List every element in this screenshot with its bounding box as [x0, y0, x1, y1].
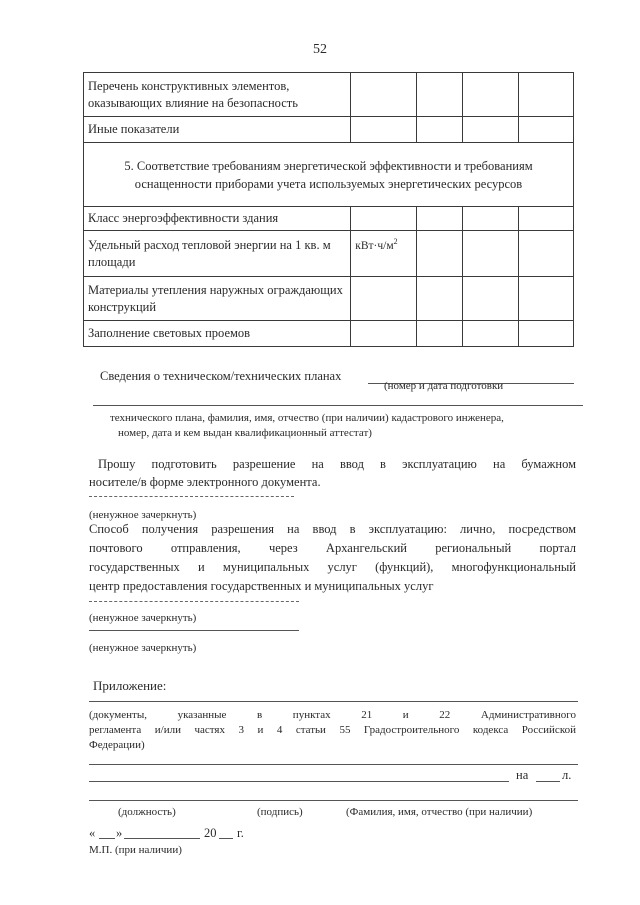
fill-line[interactable]: [89, 496, 294, 497]
sign-hint: (подпись): [257, 806, 303, 818]
page-number: 52: [313, 42, 327, 57]
attachment-hint-2: регламента и/или частях 3 и 4 статьи 55 Градостроительного кодекса Российской: [89, 724, 576, 736]
request-line-2: носителе/в форме электронного документа.: [89, 475, 321, 489]
method-line-2: почтового отправления, через Архангельский региональный портал: [89, 541, 576, 555]
row-label: Удельный расход тепловой энергии на 1 кв. м площади: [84, 231, 351, 277]
request-hint: (ненужное зачеркнуть): [89, 509, 197, 521]
attachment-hint-1: (документы, указанные в пунктах 21 и 22 Административного: [89, 709, 576, 721]
table-row: [84, 231, 574, 277]
fill-line[interactable]: [89, 630, 299, 631]
position-hint: (должность): [118, 806, 176, 818]
year-suffix: г.: [237, 826, 244, 840]
table-row: [84, 207, 574, 231]
date-open-quote: «: [89, 826, 96, 840]
indicators-table: [83, 72, 574, 347]
tech-plan-hint-3: номер, дата и кем выдан квалификационный аттестат): [118, 427, 372, 439]
stamp-label: М.П. (при наличии): [89, 844, 182, 856]
attachment-label: Приложение:: [93, 678, 167, 693]
section-5-heading: 5. Соответствие требованиям энергетической эффективности и требованиям оснащенности приборами учета используемых энергетических ресурсов: [84, 143, 574, 207]
name-hint: (Фамилия, имя, отчество (при наличии): [346, 806, 533, 818]
request-line-1: Прошу подготовить разрешение на ввод в эксплуатацию на бумажном: [98, 457, 576, 471]
tech-plan-hint-2: технического плана, фамилия, имя, отчество (при наличии) кадастрового инженера,: [110, 412, 504, 424]
method-line-1: Способ получения разрешения на ввод в эксплуатацию: лично, посредством: [89, 522, 576, 536]
row-label: Перечень конструктивных элементов, оказывающих влияние на безопасность: [84, 73, 351, 117]
table-row: [84, 73, 574, 117]
year-prefix: 20: [204, 826, 217, 840]
pages-count-field[interactable]: [536, 781, 560, 782]
date-close-quote: »: [116, 826, 123, 840]
fill-line[interactable]: [89, 701, 578, 702]
fill-line[interactable]: [89, 601, 299, 602]
method-line-4: центр предоставления государственных и муниципальных услуг: [89, 579, 434, 593]
attachment-hint-3: Федерации): [89, 739, 145, 751]
tech-plan-hint-1: (номер и дата подготовки: [384, 380, 504, 392]
row-unit: [351, 73, 417, 117]
method-hint-1: (ненужное зачеркнуть): [89, 612, 197, 624]
table-row: [84, 321, 574, 347]
row-unit: $кВт\cdot ч/м^2$: [351, 231, 417, 277]
month-field[interactable]: [124, 838, 200, 839]
pages-suffix: л.: [562, 768, 572, 782]
fill-line[interactable]: [89, 781, 509, 782]
row-label: Материалы утепления наружных ограждающих конструкций: [84, 277, 351, 321]
method-hint-2: (ненужное зачеркнуть): [89, 642, 197, 654]
year-field[interactable]: [219, 838, 233, 839]
fill-line[interactable]: [89, 764, 578, 765]
pages-label: на: [516, 768, 529, 782]
section-row: [84, 143, 574, 207]
tech-plan-label: Сведения о техническом/технических планах: [100, 369, 342, 383]
fill-line[interactable]: [89, 800, 578, 801]
table-row: [84, 117, 574, 143]
row-label: Заполнение световых проемов: [84, 321, 351, 347]
row-label: Иные показатели: [84, 117, 351, 143]
row-label: Класс энергоэффективности здания: [84, 207, 351, 231]
table-row: [84, 277, 574, 321]
method-line-3: государственных и муниципальных услуг (функций), многофункциональный: [89, 560, 576, 574]
fill-line[interactable]: [93, 405, 583, 406]
day-field[interactable]: [99, 838, 115, 839]
